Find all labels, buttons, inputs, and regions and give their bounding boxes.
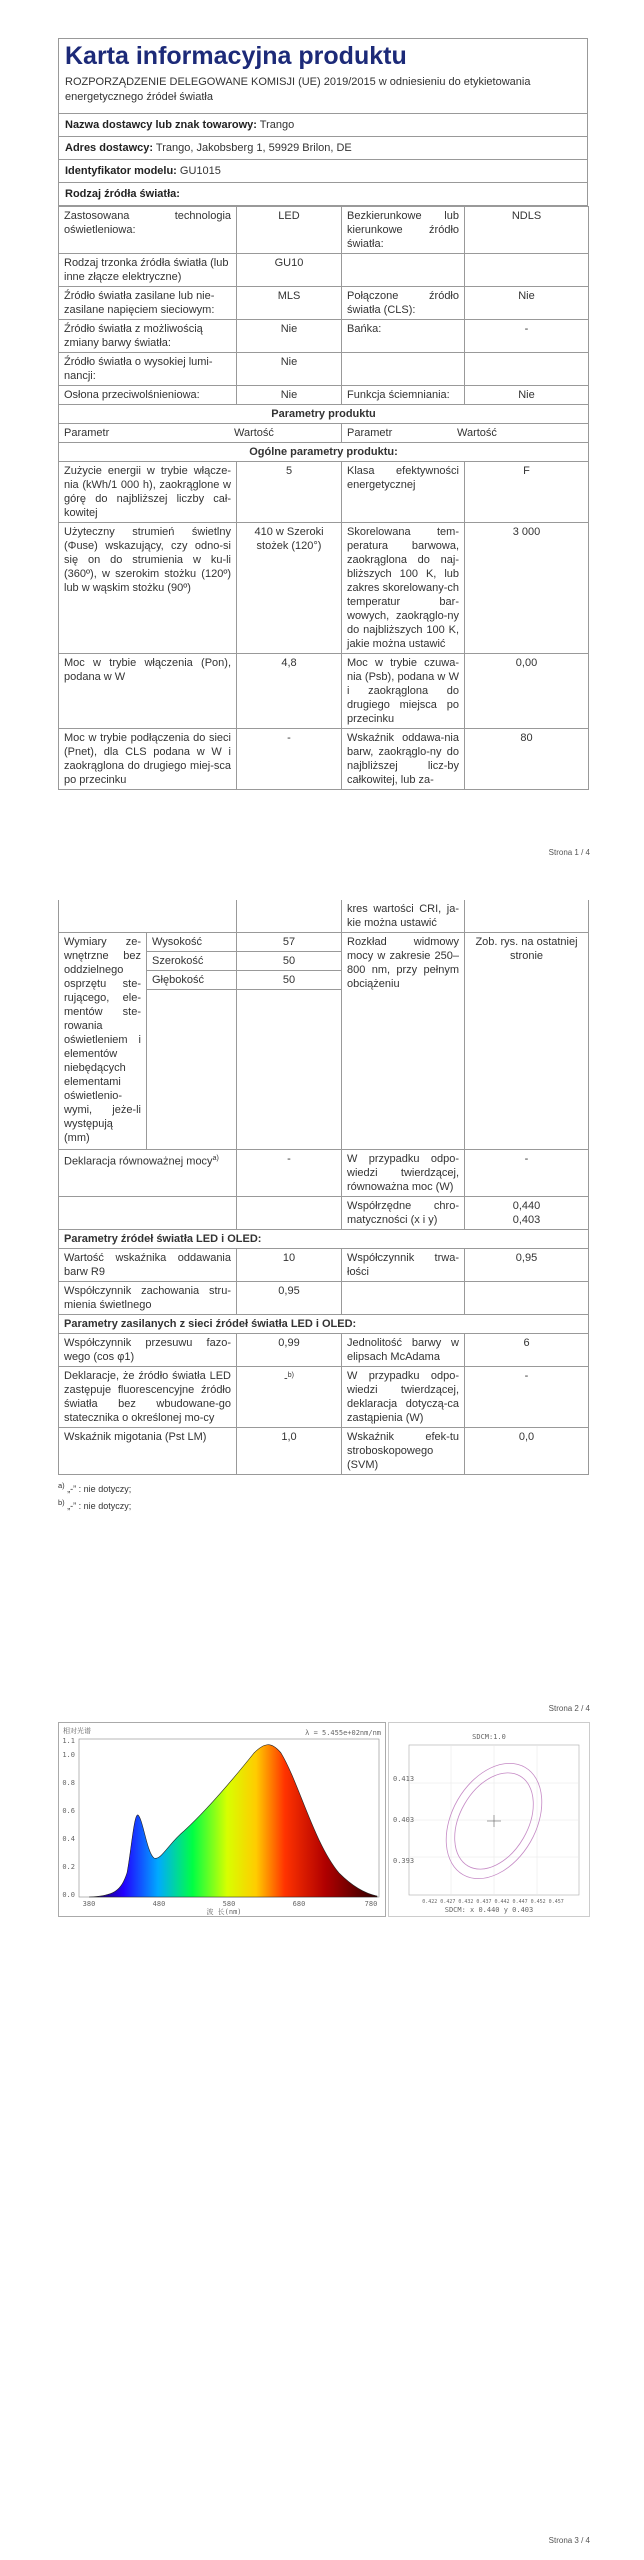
cell-label: Źródło światła zasilane lub nie-zasilane napięciem sieciowym: — [59, 287, 237, 320]
cell-value: 0,95 — [465, 1249, 589, 1282]
spectrum-note: λ = 5.455e+02nm/nm — [305, 1729, 381, 1737]
svg-text:380: 380 — [82, 1900, 96, 1908]
dim-key: Szerokość — [147, 952, 237, 971]
params-heading: Parametry produktu — [59, 405, 589, 424]
cell-label: Skorelowana tem-peratura barwowa, zaokrąglona do naj-bliższych 100 K, lub zakres skorelowany-ch temperatur bar-wowych, zaokrąglo-ny do najbliższych 100 K, jakie można ustawić — [342, 523, 465, 654]
cie-point — [487, 1815, 501, 1827]
cell-value: - — [237, 1150, 342, 1197]
cell-label: Bezkierunkowe lub kierunkowe źródło światła: — [342, 207, 465, 254]
col-param — [59, 424, 342, 443]
cell-label: Wskaźnik migotania (Pst LM) — [59, 1428, 237, 1475]
cell-label: Wskaźnik efek-tu stroboskopowego (SVM) — [342, 1428, 465, 1475]
model-value: GU1015 — [179, 165, 221, 177]
cell-value: MLS — [237, 287, 342, 320]
cell-value: Zob. rys. na ostatniej stronie — [465, 933, 589, 1150]
regulation-text: ROZPORZĄDZENIE DELEGOWANE KOMISJI (UE) 2019/2015 w odniesieniu do etykietowania energetycznego źródeł światła — [58, 75, 588, 114]
cie-x-ticks: 0.422 0.427 0.432 0.437 0.442 0.447 0.452 0.457 — [422, 1899, 564, 1905]
model-row — [58, 160, 588, 183]
cell-label: Zastosowana technologia oświetleniowa: — [59, 207, 237, 254]
spectrum-title: 相对光谱 — [63, 1727, 91, 1735]
table-row — [59, 1230, 589, 1249]
page-number: Strona 2 / 4 — [548, 1704, 590, 1713]
svg-text:780: 780 — [364, 1900, 378, 1908]
footnote: $^{b)}$ „-” : nie dotyczy; — [58, 1498, 132, 1511]
cell-label: Klasa efektywności energetycznej — [342, 462, 465, 523]
supplier-label: Nazwa dostawcy lub znak towarowy: — [65, 119, 257, 131]
cell-value: 5 — [237, 462, 342, 523]
svg-text:0.4: 0.4 — [62, 1835, 75, 1843]
dim-key: Głębokość — [147, 971, 237, 990]
source-type-table — [58, 206, 589, 790]
cell-label: W przypadku odpo-wiedzi twierdzącej, równoważna moc (W) — [342, 1150, 465, 1197]
mains-heading: Parametry zasilanych z sieci źródeł światła LED i OLED: — [59, 1315, 589, 1334]
table-header-row — [59, 424, 589, 443]
svg-text:680: 680 — [292, 1900, 306, 1908]
col-param-label: Parametr — [64, 427, 110, 439]
cell-value: 0,99 — [237, 1334, 342, 1367]
cell-label: Wskaźnik oddawa-nia barw, zaokrąglo-ny do najbliższej licz-by całkowitej, lub za- — [342, 729, 465, 790]
table-row — [59, 443, 589, 462]
dim-value: 57 — [237, 933, 342, 952]
cell-label — [342, 353, 465, 386]
table-row — [59, 320, 589, 353]
table-row — [59, 1428, 589, 1475]
dim-value: 50 — [237, 971, 342, 990]
table-row — [59, 353, 589, 386]
table-row — [59, 1282, 589, 1315]
spectrum-x-label: 波 长(nm) — [206, 1908, 242, 1916]
table-row — [59, 254, 589, 287]
cell-value: Nie — [237, 353, 342, 386]
footnote: $^{a)}$ „-” : nie dotyczy; — [58, 1481, 132, 1494]
address-label: Adres dostawcy: — [65, 142, 154, 154]
cie-svg — [389, 1723, 589, 1916]
cell-value — [465, 353, 589, 386]
cell-label: Deklaracje, że źródło światła LED zastępuje fluorescencyjne źródło światła bez wbudowane-go statecznika o określonej mo-cy — [59, 1367, 237, 1428]
col-param — [342, 424, 589, 443]
cell-label: Źródło światła o wysokiej lumi-nancji: — [59, 353, 237, 386]
cie-y-tick: 0.403 — [393, 1816, 415, 1824]
cell-value: LED — [237, 207, 342, 254]
cell-label: Rodzaj trzonka źródła światła (lub inne złącze elektryczne) — [59, 254, 237, 287]
cell-label: Moc w trybie podłączenia do sieci (Pnet), dla CLS podana w W i zaokrąglona do drugiego miej-sca po przecinku — [59, 729, 237, 790]
cell-value: F — [465, 462, 589, 523]
table-row — [59, 405, 589, 424]
cell-label — [342, 1282, 465, 1315]
cell-label: Współczynnik zachowania stru-mienia świetlnego — [59, 1282, 237, 1315]
table-row — [59, 729, 589, 790]
cell-label: Deklaracja równoważnej mocy$^{a)}$ — [59, 1150, 237, 1197]
cell-value: - — [465, 320, 589, 353]
cell-value: GU10 — [237, 254, 342, 287]
table-row — [59, 1334, 589, 1367]
dim-value: 50 — [237, 952, 342, 971]
cell-label: Zużycie energii w trybie włącze-nia (kWh/1 000 h), zaokrąglone w górę do najbliższej liczby cał-kowitej — [59, 462, 237, 523]
svg-text:480: 480 — [152, 1900, 166, 1908]
table-row — [59, 462, 589, 523]
cell-value: 0,00 — [465, 654, 589, 729]
cell-value: 410 w Szeroki stożek (120°) — [237, 523, 342, 654]
cie-caption: SDCM: x 0.440 y 0.403 — [444, 1906, 534, 1914]
cell-value: - — [237, 729, 342, 790]
cell-label: Jednolitość barwy w elipsach McAdama — [342, 1334, 465, 1367]
table-row — [59, 207, 589, 254]
dims-label: Wymiary ze-wnętrzne bez oddzielnego osprzętu ste-rującego, ele-mentów ste-rowania oświetleniem i elementów niebędących elementami oświetlenio-wymi, jeże-li występują (mm) — [59, 933, 147, 1150]
spectrum-x-ticks — [83, 1900, 378, 1908]
params-table-cont — [58, 900, 589, 1475]
cell-label: Połączone źródło światła (CLS): — [342, 287, 465, 320]
table-row — [59, 1150, 589, 1197]
cie-title: SDCM:1.0 — [472, 1733, 506, 1741]
supplier-row — [58, 114, 588, 137]
cell-label: Źródło światła z możliwością zmiany barwy światła: — [59, 320, 237, 353]
spectrum-y-ticks — [62, 1737, 75, 1899]
cell-value: Nie — [237, 320, 342, 353]
table-row — [59, 1197, 589, 1230]
table-row — [59, 1367, 589, 1428]
svg-text:1.1: 1.1 — [62, 1737, 75, 1745]
page-2 — [58, 900, 588, 1513]
svg-text:0.8: 0.8 — [62, 1779, 75, 1787]
page-number: Strona 1 / 4 — [548, 848, 590, 857]
cell-label: W przypadku odpo-wiedzi twierdzącej, deklaracja dotyczą-ca zastąpienia (W) — [342, 1367, 465, 1428]
cell-label — [342, 254, 465, 287]
cell-label: Osłona przeciwolśnieniowa: — [59, 386, 237, 405]
page-1 — [58, 38, 588, 790]
cell-value: - — [465, 1367, 589, 1428]
cell-label: kres wartości CRI, ja-kie można ustawić — [342, 900, 465, 933]
svg-text:0.2: 0.2 — [62, 1863, 75, 1871]
supplier-value: Trango — [259, 119, 295, 131]
table-row — [59, 900, 589, 933]
svg-text:580: 580 — [222, 1900, 236, 1908]
page-number: Strona 3 / 4 — [548, 2536, 590, 2545]
cell-value: 1,0 — [237, 1428, 342, 1475]
cell-value: Nie — [465, 287, 589, 320]
cell-label: Rozkład widmowy mocy w zakresie 250–800 nm, przy pełnym obciążeniu — [342, 933, 465, 1150]
spectrum-curve — [89, 1745, 377, 1897]
cell-label: Wartość wskaźnika oddawania barw R9 — [59, 1249, 237, 1282]
cell-value: 3 000 — [465, 523, 589, 654]
cell-value: 0,95 — [237, 1282, 342, 1315]
cell-label: Współrzędne chro-matyczności (x i y) — [342, 1197, 465, 1230]
cie-y-tick: 0.393 — [393, 1857, 415, 1865]
spectrum-figure — [58, 1722, 386, 1917]
general-heading: Ogólne parametry produktu: — [59, 443, 589, 462]
table-row — [59, 1315, 589, 1334]
page-3-figures — [58, 1722, 588, 1917]
cie-y-tick: 0.413 — [393, 1775, 415, 1783]
cell-value: Nie — [237, 386, 342, 405]
address-value: Trango, Jakobsberg 1, 59929 Brilon, DE — [155, 142, 352, 154]
cell-label: Moc w trybie czuwa-nia (Psb), podana w W i zaokrąglona do drugiego miejsca po przecinku — [342, 654, 465, 729]
col-value-label: Wartość — [457, 427, 497, 439]
cell-value: -$^{b)}$ — [237, 1367, 342, 1428]
cell-label: Funkcja ściemniania: — [342, 386, 465, 405]
cell-value: 4,8 — [237, 654, 342, 729]
cell-label: Bańka: — [342, 320, 465, 353]
cell-label: Użyteczny strumień świetlny (Φuse) wskazujący, czy odno-si się on do strumienia w ku-li (360º), w szerokim stożku (120º) lub w wąskim stożku (90º) — [59, 523, 237, 654]
address-row — [58, 137, 588, 160]
cie-figure — [388, 1722, 590, 1917]
cell-value: 10 — [237, 1249, 342, 1282]
source-type-heading: Rodzaj źródła światła: — [58, 183, 588, 206]
col-param-label: Parametr — [347, 427, 393, 439]
svg-text:0.6: 0.6 — [62, 1807, 75, 1815]
page-title: Karta informacyjna produktu — [58, 38, 588, 75]
cell-value — [465, 254, 589, 287]
cell-value — [465, 1282, 589, 1315]
table-row — [59, 654, 589, 729]
model-label: Identyfikator modelu: — [65, 165, 177, 177]
svg-text:0.0: 0.0 — [62, 1891, 75, 1899]
cell-value: 6 — [465, 1334, 589, 1367]
cell-value: 0,440 0,403 — [465, 1197, 589, 1230]
col-value-label: Wartość — [234, 427, 274, 439]
cell-value: - — [465, 1150, 589, 1197]
footnotes — [58, 1479, 588, 1513]
table-row — [59, 933, 589, 952]
cell-label: Współczynnik przesuwu fazo-wego (cos φ1) — [59, 1334, 237, 1367]
spectrum-svg — [59, 1723, 385, 1916]
table-row — [59, 386, 589, 405]
svg-text:1.0: 1.0 — [62, 1751, 75, 1759]
cell-label: Moc w trybie włączenia (Pon), podana w W — [59, 654, 237, 729]
led-heading: Parametry źródeł światła LED i OLED: — [59, 1230, 589, 1249]
cell-label: Współczynnik trwa-łości — [342, 1249, 465, 1282]
cell-value: Nie — [465, 386, 589, 405]
table-row — [59, 287, 589, 320]
cell-value: 80 — [465, 729, 589, 790]
table-row — [59, 1249, 589, 1282]
dim-key: Wysokość — [147, 933, 237, 952]
cell-value: 0,0 — [465, 1428, 589, 1475]
table-row — [59, 523, 589, 654]
cell-value: NDLS — [465, 207, 589, 254]
